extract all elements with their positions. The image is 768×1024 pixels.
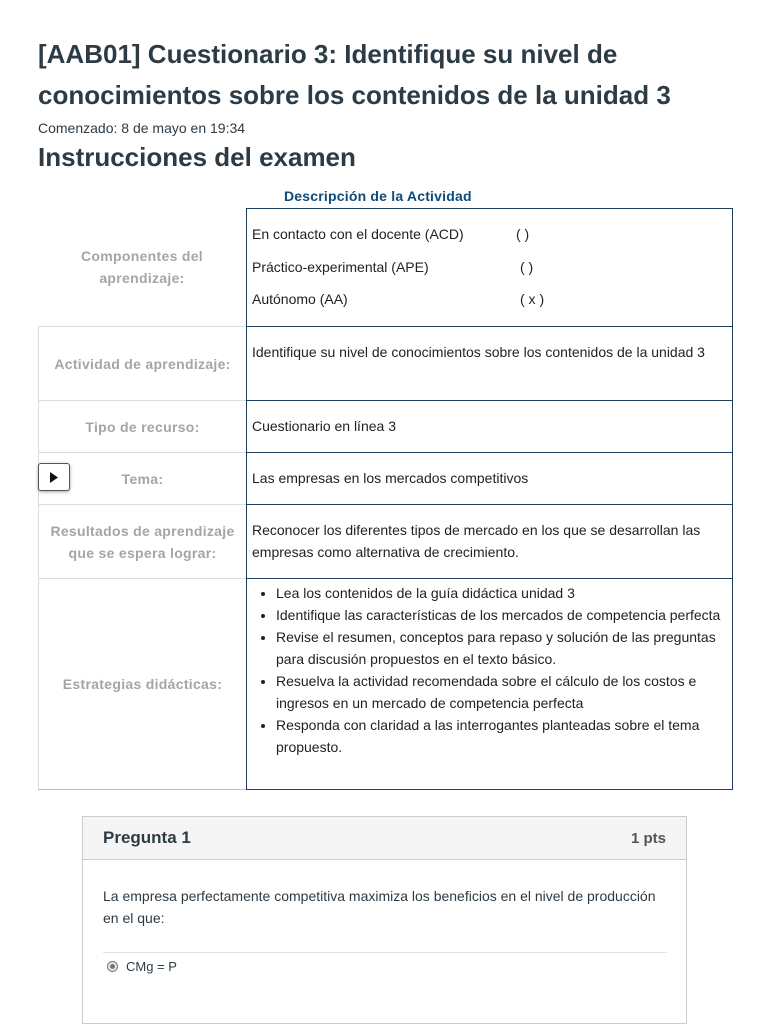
question-name: Pregunta 1	[103, 828, 191, 847]
answer-divider	[103, 952, 667, 953]
learning-activity-value: Identifique su nivel de conocimientos sobre los contenidos de la unidad 3	[252, 344, 705, 360]
row-divider	[246, 452, 733, 453]
component-aa: Autónomo (AA)	[252, 291, 348, 307]
row-divider	[246, 578, 733, 579]
list-item: • Resuelva la actividad recomendada sobre el cálculo de los costos e ingresos en un mercado de competencia perfecta	[276, 670, 727, 714]
row-divider	[246, 504, 733, 505]
play-icon	[49, 472, 59, 483]
component-acd: En contacto con el docente (ACD)	[252, 226, 464, 242]
started-timestamp: Comenzado: 8 de mayo en 19:34	[38, 120, 246, 136]
row-divider	[246, 400, 733, 401]
list-item: • Identifique las características de los mercados de competencia perfecta	[276, 604, 727, 626]
list-item: • Revise el resumen, conceptos para repaso y solución de las preguntas para discusión propuestos en el texto básico.	[276, 626, 727, 670]
list-item: • Lea los contenidos de la guía didáctica unidad 3	[276, 582, 727, 604]
answer-option[interactable]	[107, 959, 177, 974]
question-text: La empresa perfectamente competitiva maximiza los beneficios en el nivel de producción en el que:	[103, 888, 656, 926]
question-points: 1 pts	[630, 829, 666, 847]
resource-type-value: Cuestionario en línea 3	[252, 418, 396, 434]
topic-value: Las empresas en los mercados competitivos	[252, 470, 529, 486]
component-aa-mark: ( x )	[520, 291, 545, 307]
component-ape-mark: ( )	[520, 259, 534, 275]
answer-label: CMg = P	[126, 959, 177, 974]
strategies-list	[252, 582, 727, 758]
radio-icon[interactable]	[107, 961, 118, 972]
strategies-label: Estrategias didácticas:	[38, 578, 246, 789]
instructions-title: Instrucciones del examen	[38, 142, 356, 172]
component-ape: Práctico-experimental (APE)	[252, 259, 429, 275]
table-bottom-border	[38, 789, 246, 790]
question-header	[83, 817, 686, 860]
results-label: Resultados de aprendizaje que se espera lograr:	[38, 504, 246, 578]
components-label: Componentes del aprendizaje:	[81, 248, 203, 286]
list-item: • Responda con claridad a las interrogantes planteadas sobre el tema propuesto.	[276, 714, 727, 758]
page-title: [AAB01] Cuestionario 3: Identifique su nivel de conocimientos sobre los contenidos de la unidad 3	[38, 39, 671, 110]
row-divider	[246, 326, 733, 327]
component-acd-mark: ( )	[516, 226, 530, 242]
question-card	[82, 816, 687, 1024]
strategies-value	[246, 582, 733, 758]
activity-caption: Descripción de la Actividad	[284, 188, 472, 204]
topic-label: Tema:	[38, 452, 246, 504]
play-button[interactable]	[38, 463, 70, 491]
resource-type-label: Tipo de recurso:	[38, 400, 246, 452]
learning-activity-label: Actividad de aprendizaje:	[38, 326, 246, 400]
results-value: Reconocer los diferentes tipos de mercado en los que se desarrollan las empresas como alternativa de crecimiento.	[252, 522, 701, 560]
